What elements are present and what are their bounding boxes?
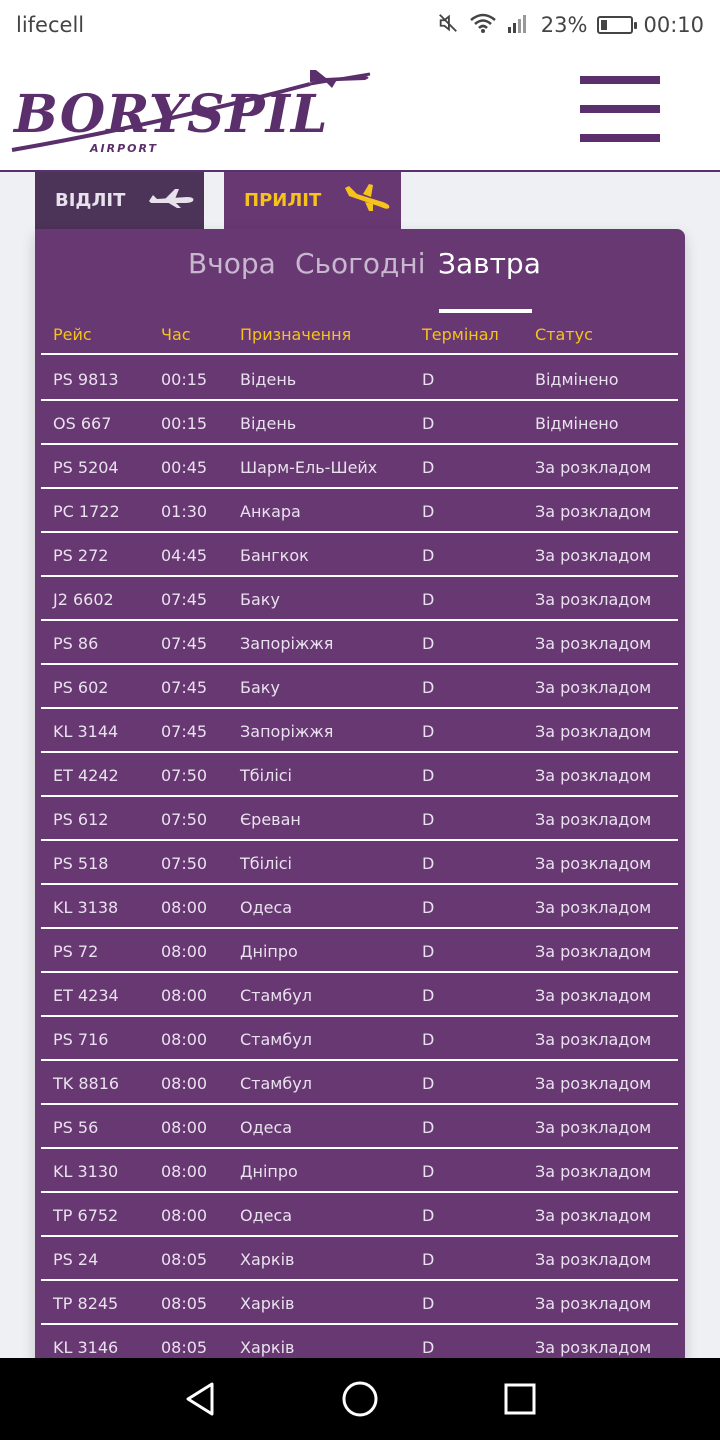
- flight-number: OS 667: [53, 414, 112, 433]
- flight-number: ET 4242: [53, 766, 119, 785]
- flight-terminal: D: [422, 370, 435, 389]
- mute-icon: [437, 12, 459, 39]
- flight-number: PS 602: [53, 678, 109, 697]
- flight-destination: Відень: [240, 414, 297, 433]
- table-row[interactable]: [41, 577, 678, 621]
- flight-number: KL 3130: [53, 1162, 119, 1181]
- flight-terminal: D: [422, 1030, 435, 1049]
- flight-number: PS 518: [53, 854, 109, 873]
- flight-list: [41, 357, 678, 1369]
- status-bar: [0, 0, 720, 50]
- flight-time: 08:05: [161, 1294, 208, 1313]
- table-header: [41, 317, 678, 355]
- wifi-icon: [469, 12, 497, 39]
- table-row[interactable]: [41, 1149, 678, 1193]
- flight-status: За розкладом: [535, 1118, 652, 1137]
- table-row[interactable]: [41, 797, 678, 841]
- column-header-flight[interactable]: Рейс: [53, 325, 92, 344]
- flight-destination: Дніпро: [240, 942, 298, 961]
- flight-time: 08:00: [161, 1074, 208, 1093]
- flight-number: PS 9813: [53, 370, 119, 389]
- flight-time: 08:00: [161, 1118, 208, 1137]
- flight-destination: Харків: [240, 1250, 295, 1269]
- flight-terminal: D: [422, 810, 435, 829]
- flight-status: За розкладом: [535, 546, 652, 565]
- flight-destination: Відень: [240, 370, 297, 389]
- flight-time: 00:45: [161, 458, 208, 477]
- table-row[interactable]: [41, 1193, 678, 1237]
- table-row[interactable]: [41, 1237, 678, 1281]
- battery-level: [601, 20, 607, 30]
- tab-tomorrow[interactable]: Завтра: [438, 247, 541, 280]
- flight-terminal: D: [422, 1294, 435, 1313]
- flight-status: За розкладом: [535, 1162, 652, 1181]
- flight-number: PC 1722: [53, 502, 120, 521]
- flight-status: За розкладом: [535, 634, 652, 653]
- flight-destination: Дніпро: [240, 1162, 298, 1181]
- table-row[interactable]: [41, 973, 678, 1017]
- android-nav-bar: [0, 1358, 720, 1440]
- tab-yesterday[interactable]: Вчора: [188, 247, 276, 280]
- flight-number: J2 6602: [53, 590, 114, 609]
- flight-status: За розкладом: [535, 1074, 652, 1093]
- flight-number: PS 612: [53, 810, 109, 829]
- table-row[interactable]: [41, 401, 678, 445]
- flight-terminal: D: [422, 1162, 435, 1181]
- flight-destination: Анкара: [240, 502, 301, 521]
- flight-number: ET 4234: [53, 986, 119, 1005]
- table-row[interactable]: [41, 1061, 678, 1105]
- flight-time: 00:15: [161, 370, 208, 389]
- tab-today[interactable]: Сьогодні: [295, 247, 426, 280]
- flight-terminal: D: [422, 1074, 435, 1093]
- column-header-time[interactable]: Час: [161, 325, 191, 344]
- flight-destination: Стамбул: [240, 986, 312, 1005]
- flight-destination: Одеса: [240, 898, 293, 917]
- flight-terminal: D: [422, 634, 435, 653]
- flight-terminal: D: [422, 546, 435, 565]
- flight-status: За розкладом: [535, 766, 652, 785]
- flight-destination: Шарм-Ель-Шейх: [240, 458, 378, 477]
- flight-terminal: D: [422, 986, 435, 1005]
- flight-terminal: D: [422, 766, 435, 785]
- flight-time: 08:00: [161, 986, 208, 1005]
- table-row[interactable]: [41, 665, 678, 709]
- flight-destination: Тбілісі: [240, 854, 292, 873]
- flight-status: За розкладом: [535, 1338, 652, 1357]
- tab-departure-label: ВІДЛІТ: [55, 190, 126, 211]
- flight-number: PS 272: [53, 546, 109, 565]
- flight-destination: Запоріжжя: [240, 722, 334, 741]
- table-row[interactable]: [41, 445, 678, 489]
- flight-status: За розкладом: [535, 678, 652, 697]
- flight-time: 08:00: [161, 1206, 208, 1225]
- logo-text: BORYSPIL: [14, 84, 329, 145]
- flight-number: PS 5204: [53, 458, 119, 477]
- flight-status: За розкладом: [535, 942, 652, 961]
- active-tab-underline: [439, 309, 532, 313]
- menu-bar-middle: [580, 105, 660, 113]
- flight-number: KL 3146: [53, 1338, 119, 1357]
- table-row[interactable]: [41, 357, 678, 401]
- flight-destination: Запоріжжя: [240, 634, 334, 653]
- flight-destination: Одеса: [240, 1206, 293, 1225]
- site-header: [0, 50, 720, 172]
- flight-destination: Харків: [240, 1338, 295, 1357]
- flight-time: 07:50: [161, 766, 208, 785]
- table-row[interactable]: [41, 489, 678, 533]
- flight-terminal: D: [422, 1206, 435, 1225]
- flight-terminal: D: [422, 590, 435, 609]
- flight-status: За розкладом: [535, 590, 652, 609]
- flight-terminal: D: [422, 942, 435, 961]
- status-icons: [437, 12, 704, 39]
- flight-number: PS 716: [53, 1030, 109, 1049]
- flight-time: 08:00: [161, 898, 208, 917]
- table-row[interactable]: [41, 533, 678, 577]
- flight-terminal: D: [422, 458, 435, 477]
- flight-time: 08:05: [161, 1338, 208, 1357]
- plane-landing-icon: [343, 184, 393, 217]
- table-row[interactable]: [41, 621, 678, 665]
- flight-terminal: D: [422, 898, 435, 917]
- table-row[interactable]: [41, 1017, 678, 1061]
- flight-time: 08:00: [161, 1162, 208, 1181]
- flight-time: 00:15: [161, 414, 208, 433]
- flight-terminal: D: [422, 502, 435, 521]
- flight-time: 08:00: [161, 942, 208, 961]
- flight-status: Відмінено: [535, 414, 619, 433]
- flight-destination: Харків: [240, 1294, 295, 1313]
- flight-terminal: D: [422, 1338, 435, 1357]
- flight-destination: Баку: [240, 678, 280, 697]
- flight-number: TP 6752: [53, 1206, 119, 1225]
- column-header-destination[interactable]: Призначення: [240, 325, 352, 344]
- flight-terminal: D: [422, 854, 435, 873]
- back-triangle-icon[interactable]: [180, 1378, 222, 1420]
- flight-number: PS 56: [53, 1118, 99, 1137]
- table-row[interactable]: [41, 841, 678, 885]
- flight-destination: Бангкок: [240, 546, 309, 565]
- flight-destination: Одеса: [240, 1118, 293, 1137]
- flight-status: За розкладом: [535, 722, 652, 741]
- flight-status: За розкладом: [535, 502, 652, 521]
- day-tabs: [35, 247, 685, 297]
- flight-number: KL 3144: [53, 722, 119, 741]
- logo-subtext: AIRPORT: [90, 142, 158, 155]
- flight-number: PS 72: [53, 942, 99, 961]
- clock: 00:10: [643, 13, 704, 37]
- flight-status: За розкладом: [535, 1250, 652, 1269]
- flight-time: 01:30: [161, 502, 208, 521]
- home-circle-icon[interactable]: [339, 1378, 381, 1420]
- tab-departure[interactable]: [35, 172, 204, 229]
- plane-takeoff-icon: [147, 187, 197, 214]
- table-row[interactable]: [41, 1281, 678, 1325]
- flight-status: За розкладом: [535, 898, 652, 917]
- recents-square-icon[interactable]: [499, 1378, 541, 1420]
- flight-time: 08:00: [161, 1030, 208, 1049]
- flight-destination: Тбілісі: [240, 766, 292, 785]
- flight-status: За розкладом: [535, 810, 652, 829]
- flight-time: 07:50: [161, 854, 208, 873]
- flight-destination: Стамбул: [240, 1030, 312, 1049]
- table-row[interactable]: [41, 885, 678, 929]
- flight-number: PS 24: [53, 1250, 99, 1269]
- flight-terminal: D: [422, 1118, 435, 1137]
- flight-status: За розкладом: [535, 1206, 652, 1225]
- carrier-name: lifecell: [16, 13, 85, 37]
- menu-bar-top: [580, 76, 660, 84]
- flight-terminal: D: [422, 678, 435, 697]
- flight-time: 07:45: [161, 678, 208, 697]
- flight-number: TK 8816: [53, 1074, 120, 1093]
- table-row[interactable]: [41, 929, 678, 973]
- flight-number: KL 3138: [53, 898, 119, 917]
- flight-number: PS 86: [53, 634, 99, 653]
- flight-status: За розкладом: [535, 458, 652, 477]
- flight-status: За розкладом: [535, 1294, 652, 1313]
- column-header-status[interactable]: Статус: [535, 325, 593, 344]
- flight-time: 07:45: [161, 590, 208, 609]
- flight-terminal: D: [422, 1250, 435, 1269]
- column-header-terminal[interactable]: Термінал: [422, 325, 499, 344]
- flight-time: 04:45: [161, 546, 208, 565]
- table-row[interactable]: [41, 1105, 678, 1149]
- table-row[interactable]: [41, 709, 678, 753]
- flight-number: TP 8245: [53, 1294, 119, 1313]
- hamburger-menu-icon[interactable]: [578, 74, 662, 144]
- flight-destination: Баку: [240, 590, 280, 609]
- flight-destination: Єреван: [240, 810, 301, 829]
- flight-status: Відмінено: [535, 370, 619, 389]
- tab-arrival-label: ПРИЛІТ: [244, 190, 322, 211]
- battery-icon: [597, 16, 633, 34]
- battery-percent: 23%: [540, 13, 588, 37]
- table-row[interactable]: [41, 753, 678, 797]
- menu-bar-bottom: [580, 134, 660, 142]
- flight-status: За розкладом: [535, 854, 652, 873]
- flight-status: За розкладом: [535, 1030, 652, 1049]
- flight-destination: Стамбул: [240, 1074, 312, 1093]
- signal-icon: [507, 12, 531, 39]
- flight-status: За розкладом: [535, 986, 652, 1005]
- boryspil-logo[interactable]: [10, 64, 380, 164]
- flight-time: 07:45: [161, 634, 208, 653]
- flight-time: 08:05: [161, 1250, 208, 1269]
- tab-arrival[interactable]: [224, 172, 401, 229]
- flight-time: 07:45: [161, 722, 208, 741]
- flight-terminal: D: [422, 414, 435, 433]
- flight-terminal: D: [422, 722, 435, 741]
- flight-board: [35, 229, 685, 1369]
- flight-time: 07:50: [161, 810, 208, 829]
